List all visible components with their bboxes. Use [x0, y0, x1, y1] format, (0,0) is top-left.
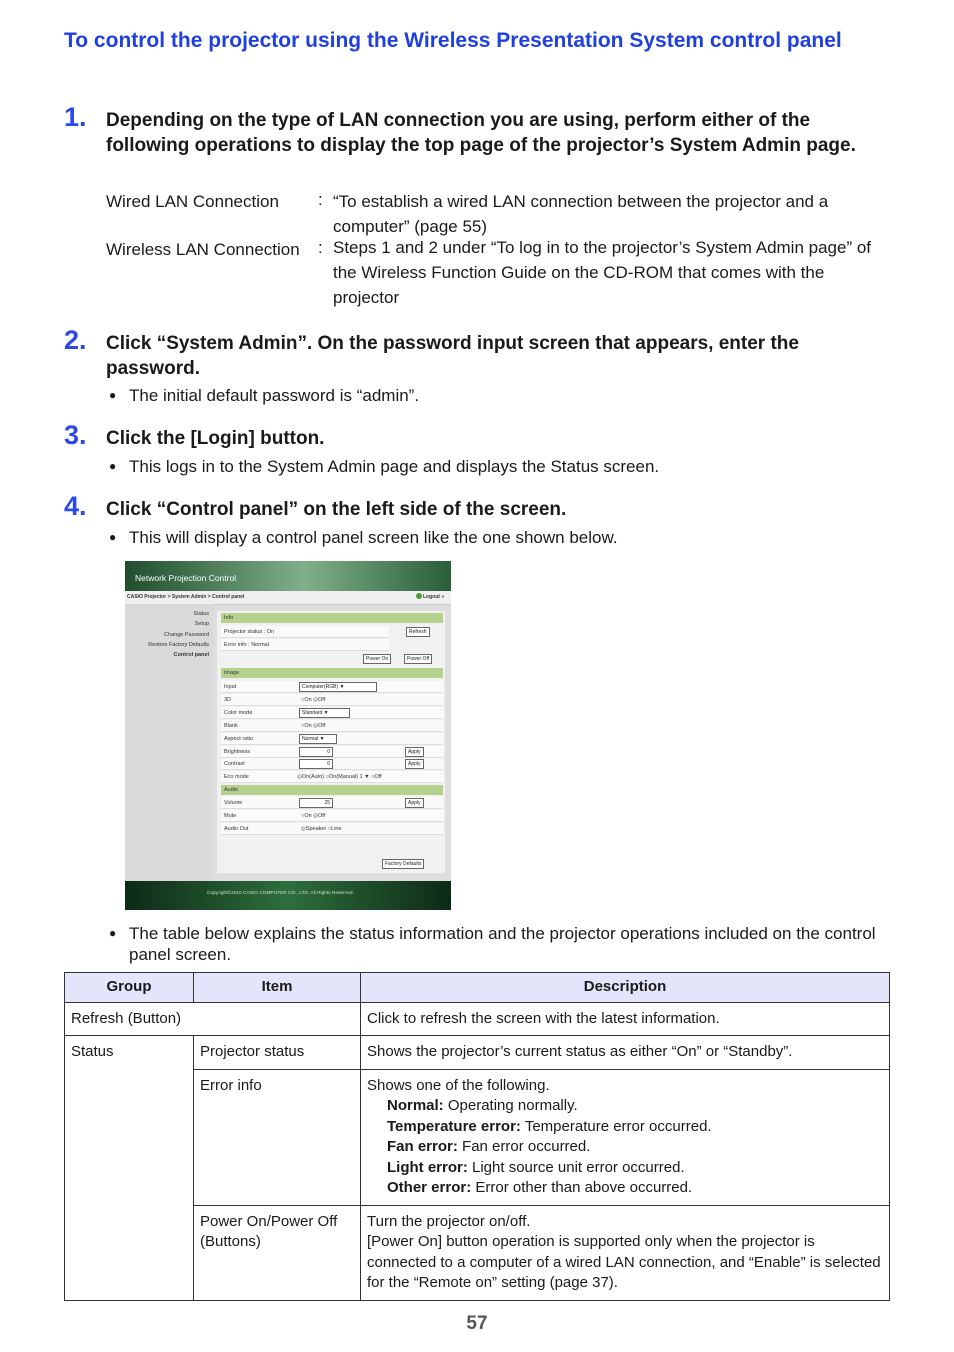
image-row — [221, 681, 443, 693]
row-label: Input — [224, 684, 237, 690]
error-label: Fan error: — [387, 1138, 458, 1155]
power-desc: Turn the projector on/off. — [367, 1212, 531, 1230]
audio-row — [221, 810, 443, 822]
page-heading: To control the projector using the Wireless Presentation System control panel — [64, 29, 842, 52]
contrast-input[interactable]: 0 — [299, 759, 333, 769]
refresh-button[interactable]: Refresh — [406, 627, 430, 637]
error-intro: Shows one of the following. — [367, 1076, 550, 1094]
audio-row — [221, 823, 443, 835]
table-cell: Refresh (Button) — [65, 1002, 361, 1036]
table-header-row — [65, 973, 890, 1003]
lan-separator: : — [318, 238, 323, 257]
image-row — [221, 694, 443, 706]
step-number: 3. — [64, 420, 87, 450]
bullet-item: ● This will display a control panel screen like the one shown below. — [129, 527, 618, 548]
image-row — [221, 733, 443, 745]
eco-mode-radio[interactable]: ◎On(Auto) ○On(Manual) 1 ▼ ○Off — [297, 774, 382, 780]
lan-text: “To establish a wired LAN connection between the projector and a computer” (page 55) — [333, 192, 829, 236]
apply-button[interactable]: Apply — [405, 798, 424, 808]
step-title: Click “System Admin”. On the password input screen that appears, enter the password. — [106, 333, 799, 379]
screenshot-breadcrumb-bar — [125, 591, 451, 605]
image-row — [221, 720, 443, 732]
audio-out-radio[interactable]: ◎Speaker ○Line — [301, 826, 342, 832]
info-row — [221, 639, 389, 651]
lan-label: Wireless LAN Connection — [106, 240, 300, 259]
info-row — [221, 626, 389, 638]
power-desc: [Power On] button operation is supported only when the projector is connected to a computer of a wired LAN connection, and “Enable” is selected for the “Remote on” setting (page 37). — [367, 1233, 881, 1291]
row-label: Brightness — [224, 749, 250, 755]
section-label: Image — [224, 670, 240, 676]
sidebar-item-control-panel[interactable]: Control panel — [173, 652, 209, 658]
bullet-item: ● This logs in to the System Admin page and displays the Status screen. — [129, 456, 659, 477]
table-row — [65, 1036, 890, 1070]
bullet-item: ● The initial default password is “admin”. — [129, 385, 419, 406]
table-row — [65, 1002, 890, 1036]
section-audio — [221, 785, 443, 795]
lan-label: Wired LAN Connection — [106, 192, 279, 211]
screenshot-sidebar — [125, 604, 213, 881]
table-cell: Shows the projector’s current status as either “On” or “Standby”. — [361, 1036, 890, 1070]
blank-radio[interactable]: ○On ◎Off — [301, 723, 326, 729]
section-image — [221, 668, 443, 678]
error-text: Temperature error occurred. — [520, 1117, 712, 1135]
error-label: Light error: — [387, 1158, 468, 1176]
error-label: Temperature error: — [387, 1117, 521, 1135]
apply-button[interactable]: Apply — [405, 747, 424, 757]
bullet-item: ● The table below explains the status information and the projector operations included on the control panel screen. — [129, 923, 889, 965]
error-text: Error other than above occurred. — [471, 1179, 693, 1196]
image-row — [221, 771, 443, 783]
section-label: Info — [224, 615, 234, 621]
table-cell: Power On/Power Off (Buttons) — [194, 1205, 361, 1300]
column-header: Item — [194, 973, 361, 1003]
color-mode-select[interactable]: Standard ▼ — [299, 708, 350, 718]
lan-separator: : — [318, 190, 323, 209]
error-label: Other error: — [387, 1179, 472, 1196]
row-label: Contrast — [224, 761, 245, 767]
error-item — [367, 1117, 883, 1138]
status-table — [64, 972, 890, 1301]
screenshot-title: Network Projection Control — [135, 573, 237, 583]
table-cell: Error info — [194, 1069, 361, 1205]
power-on-button[interactable]: Power On — [363, 654, 391, 664]
table-cell — [361, 1069, 890, 1205]
breadcrumb: CASIO Projector > System Admin > Control panel — [127, 594, 245, 600]
power-off-button[interactable]: Power Off — [404, 654, 432, 664]
screenshot-footer — [125, 881, 451, 910]
image-row — [221, 707, 443, 719]
step-number: 1. — [64, 102, 87, 132]
step-title: Depending on the type of LAN connection you are using, perform either of the following operations to display the top page of the projector’s System Admin page. — [106, 110, 856, 156]
brightness-input[interactable]: 0 — [299, 747, 333, 757]
row-label: Color mode — [224, 710, 253, 716]
input-select[interactable]: Computer(RGB) ▼ — [299, 682, 377, 692]
column-header: Description — [361, 973, 890, 1003]
control-panel-screenshot — [125, 561, 451, 910]
sidebar-item-restore-defaults[interactable]: Restore Factory Defaults — [148, 642, 209, 648]
sidebar-item-status[interactable]: Status — [193, 611, 209, 617]
row-label: Blank — [224, 723, 238, 729]
volume-input[interactable]: 25 — [299, 798, 333, 808]
aspect-ratio-select[interactable]: Normal ▼ — [299, 734, 337, 744]
logout-link[interactable]: Logout » — [423, 594, 445, 600]
sidebar-item-change-password[interactable]: Change Password — [164, 632, 209, 638]
row-label: Mute — [224, 813, 237, 819]
error-item — [367, 1096, 883, 1117]
row-label: Audio Out — [224, 826, 249, 832]
row-label: Aspect ratio — [224, 736, 254, 742]
page-number: 57 — [466, 1313, 488, 1334]
error-text: Light source unit error occurred. — [467, 1158, 685, 1176]
error-item — [367, 1158, 883, 1179]
image-row — [221, 758, 443, 770]
table-cell — [361, 1205, 890, 1300]
row-label: Eco mode — [224, 774, 249, 780]
factory-defaults-button[interactable]: Factory Defaults — [382, 859, 424, 869]
section-label: Audio — [224, 787, 239, 793]
image-row — [221, 746, 443, 758]
error-label: Normal: — [387, 1097, 444, 1114]
audio-row — [221, 797, 443, 809]
table-cell: Projector status — [194, 1036, 361, 1070]
row-label: Projector status : On — [224, 629, 275, 635]
mute-radio[interactable]: ○On ◎Off — [301, 813, 326, 819]
section-info — [221, 613, 443, 623]
lan-text: Steps 1 and 2 under “To log in to the projector’s System Admin page” of the Wireless Function Guide on the CD-ROM that comes with the projector — [333, 238, 872, 307]
3d-radio[interactable]: ○On ◎Off — [301, 697, 326, 703]
sidebar-item-setup[interactable]: Setup — [194, 621, 209, 627]
row-label: Error info : Normal — [224, 642, 269, 648]
table-cell: Click to refresh the screen with the latest information. — [361, 1002, 890, 1036]
error-item — [367, 1178, 883, 1199]
step-number: 2. — [64, 325, 87, 355]
table-cell: Status — [65, 1036, 194, 1301]
logout-icon — [416, 593, 422, 599]
step-number: 4. — [64, 491, 87, 521]
error-text: Fan error occurred. — [457, 1138, 591, 1155]
screenshot-header — [125, 561, 451, 591]
row-label: 3D — [224, 697, 232, 703]
error-item — [367, 1137, 883, 1158]
column-header: Group — [65, 973, 194, 1003]
step-title: Click “Control panel” on the left side of the screen. — [106, 499, 567, 520]
step-title: Click the [Login] button. — [106, 428, 325, 449]
apply-button[interactable]: Apply — [405, 759, 424, 769]
copyright: Copyright©2010 CASIO COMPUTER CO., LTD. All Rights Reserved. — [207, 891, 354, 896]
row-label: Volume — [224, 800, 243, 806]
error-text: Operating normally. — [443, 1097, 578, 1114]
